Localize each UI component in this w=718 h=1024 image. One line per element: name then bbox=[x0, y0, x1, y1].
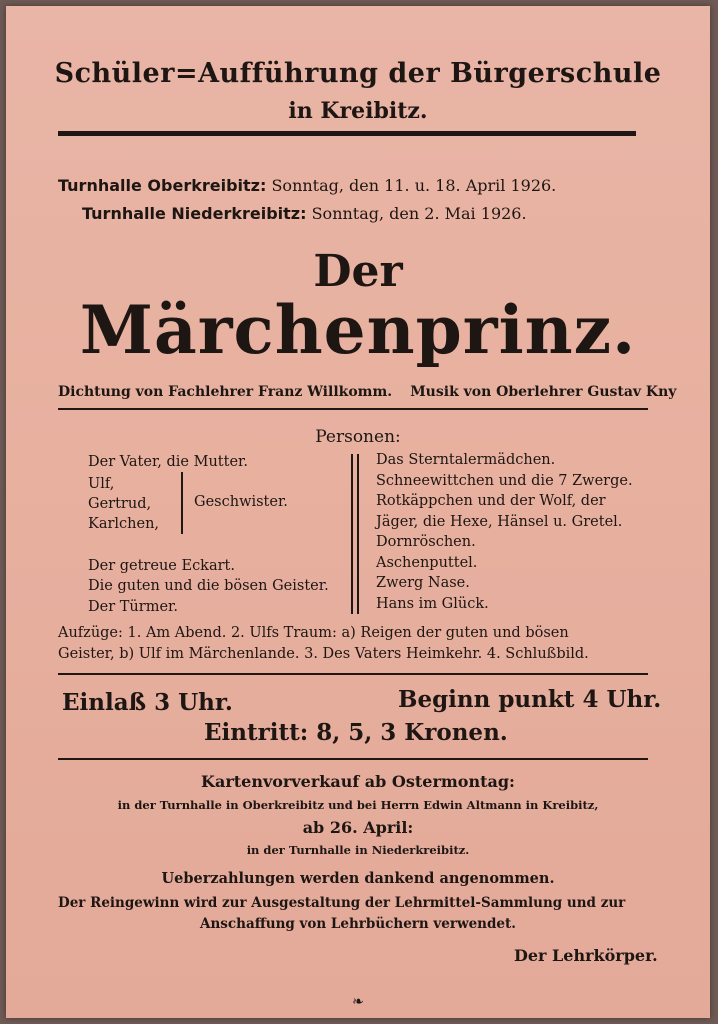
credits-music: Musik von Oberlehrer Gustav Kny bbox=[410, 384, 677, 400]
ueberzahlungen-note: Ueberzahlungen werden dankend angenommen. bbox=[161, 870, 555, 887]
header-line-1: Schüler=Aufführung der Bürgerschule bbox=[54, 58, 662, 89]
reingewinn-line-1: Der Reingewinn wird zur Ausgestaltung der Lehrmittel-Sammlung und zur bbox=[58, 895, 626, 911]
einlass: Einlaß 3 Uhr. bbox=[62, 689, 233, 716]
person-left-4: Karlchen, bbox=[88, 516, 160, 532]
credits bbox=[58, 384, 676, 400]
person-right-6: Aschenputtel. bbox=[376, 555, 478, 571]
title-article: Der bbox=[313, 246, 403, 297]
siblings-brace bbox=[181, 472, 188, 534]
person-right-8: Hans im Glück. bbox=[376, 596, 489, 612]
beginn: Beginn punkt 4 Uhr. bbox=[398, 686, 662, 713]
person-right-4: Jäger, die Hexe, Hänsel u. Gretel. bbox=[376, 514, 623, 530]
person-left-5: Der getreue Eckart. bbox=[88, 558, 235, 574]
siblings-label: Geschwister. bbox=[194, 494, 288, 510]
aufzuege-line-1: Aufzüge: 1. Am Abend. 2. Ulfs Traum: a) Reigen der guten und bösen bbox=[58, 625, 569, 641]
rule-top bbox=[58, 131, 636, 136]
personen-heading: Personen: bbox=[315, 427, 401, 447]
poster-sheet bbox=[6, 6, 710, 1018]
person-right-5: Dornröschen. bbox=[376, 534, 476, 550]
venue-date: Sonntag, den 11. u. 18. April 1926. bbox=[271, 176, 557, 195]
aufzuege-line-2: Geister, b) Ulf im Märchenlande. 3. Des Vaters Heimkehr. 4. Schlußbild. bbox=[58, 646, 589, 662]
signature: Der Lehrkörper. bbox=[514, 946, 658, 965]
vorverkauf-line-2: in der Turnhalle in Niederkreibitz. bbox=[246, 843, 470, 857]
person-left-1: Der Vater, die Mutter. bbox=[88, 454, 248, 470]
ornament-icon: ❧ bbox=[352, 994, 364, 1010]
person-right-1: Das Sterntalermädchen. bbox=[376, 452, 556, 468]
personen-divider bbox=[351, 454, 359, 614]
venue-niederkreibitz bbox=[82, 204, 527, 223]
person-left-7: Der Türmer. bbox=[88, 599, 178, 615]
eintritt: Eintritt: 8, 5, 3 Kronen. bbox=[204, 719, 508, 746]
header-line-2: in Kreibitz. bbox=[288, 98, 428, 124]
vorverkauf-heading-2: ab 26. April: bbox=[302, 818, 414, 837]
person-left-6: Die guten und die bösen Geister. bbox=[88, 578, 329, 594]
rule-credits bbox=[58, 408, 648, 410]
credits-poem: Dichtung von Fachlehrer Franz Willkomm. bbox=[58, 384, 393, 400]
title-main: Märchenprinz. bbox=[79, 291, 637, 369]
venue-place: Turnhalle Oberkreibitz: bbox=[58, 176, 267, 195]
rule-vorverkauf bbox=[58, 758, 648, 760]
person-left-2: Ulf, bbox=[88, 476, 115, 492]
person-right-3: Rotkäppchen und der Wolf, der bbox=[376, 493, 606, 509]
vorverkauf-heading: Kartenvorverkauf ab Ostermontag: bbox=[201, 772, 515, 791]
venue-oberkreibitz bbox=[58, 176, 556, 195]
reingewinn-line-2: Anschaffung von Lehrbüchern verwendet. bbox=[200, 916, 516, 932]
vorverkauf-line-1: in der Turnhalle in Oberkreibitz und bei Herrn Edwin Altmann in Kreibitz, bbox=[117, 798, 599, 812]
person-right-2: Schneewittchen und die 7 Zwerge. bbox=[376, 473, 633, 489]
venue-place: Turnhalle Niederkreibitz: bbox=[82, 204, 307, 223]
venue-date: Sonntag, den 2. Mai 1926. bbox=[311, 204, 527, 223]
person-left-3: Gertrud, bbox=[88, 496, 152, 512]
person-right-7: Zwerg Nase. bbox=[376, 575, 470, 591]
rule-admission bbox=[58, 673, 648, 675]
